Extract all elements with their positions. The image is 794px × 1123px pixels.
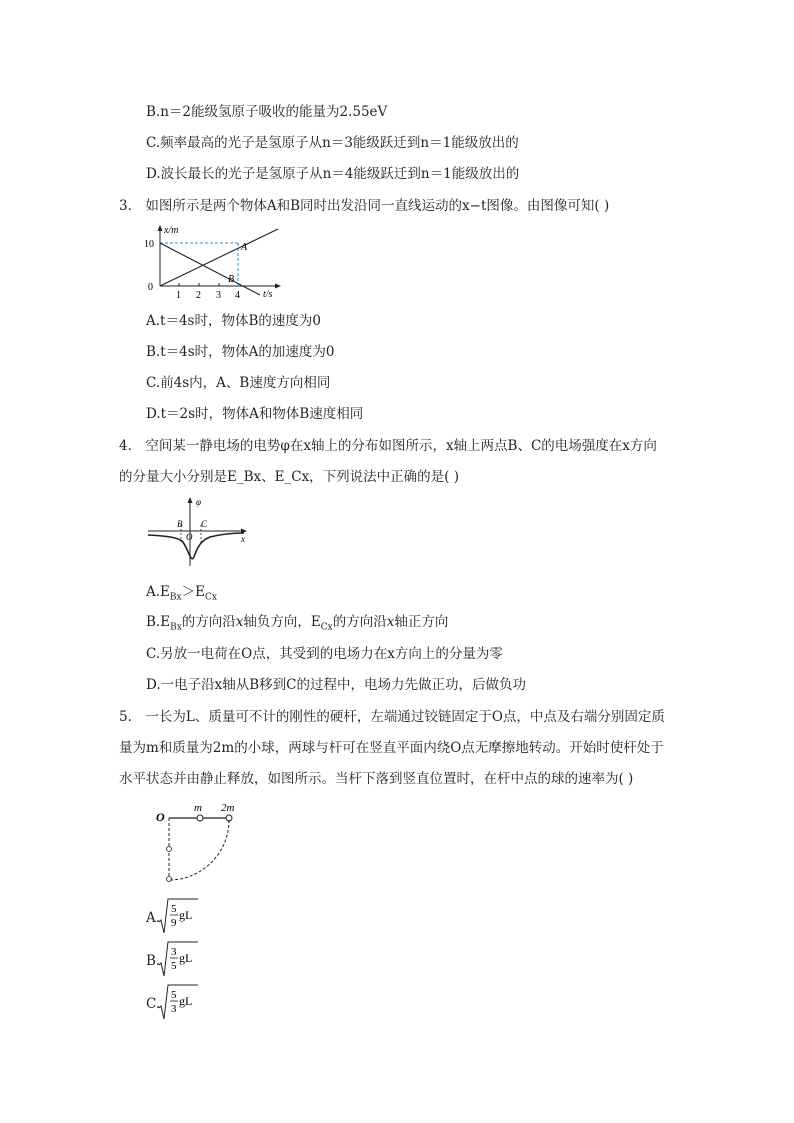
line-a [160,229,278,286]
q4-option-c: C.另放一电荷在O点，其受到的电场力在x方向上的分量为零 [146,646,503,662]
q5-stem-1: 5. 一长为L、质量可不计的刚性的硬杆，左端通过铰链固定于O点，中点及右端分别固定质 [119,709,665,725]
q5-stem-2: 量为m和质量为2m的小球，两球与杆可在竖直平面内绕O点无摩擦地转动。开始时使杆处于 [119,740,664,756]
label-b: B [228,274,235,285]
q3-option-b: B.t＝4s时，物体A的加速度为0 [146,344,335,360]
q3-stem: 3. 如图所示是两个物体A和B同时出发沿同一直线运动的x−t图像。由图像可知( ) [119,198,610,214]
svg-text:gL: gL [179,908,193,922]
q5-stem-3: 水平状态并由静止释放，如图所示。当杆下落到竖直位置时，在杆中点的球的速率为( ) [119,771,634,787]
x-label: x [241,534,245,544]
q2-option-d: D.波长最长的光子是氢原子从n＝4能级跃迁到n＝1能级放出的 [146,166,520,182]
m-label: m [194,802,202,814]
label-a: A [241,242,248,253]
q4-stem-2: 的分量大小分别是E_Bx、E_Cx，下列说法中正确的是( ) [119,469,460,485]
svg-text:5: 5 [171,989,177,1001]
q3-option-d: D.t＝2s时，物体A和物体B速度相同 [146,406,364,422]
q4-stem-1: 4. 空间某一静电场的电势φ在x轴上的分布如图所示，x轴上两点B、C的电场强度在x方向 [119,438,657,454]
q2-option-c: C.频率最高的光子是氢原子从n＝3能级跃迁到n＝1能级放出的 [146,135,519,151]
svg-text:gL: gL [179,994,193,1008]
x-axis-arrow [275,284,281,289]
tick-4: 4 [235,290,240,301]
svg-text:5: 5 [171,903,177,915]
q3-option-c: C.前4s内，A、B速度方向相同 [146,375,331,391]
origin-0: 0 [148,282,153,293]
svg-text:3: 3 [171,946,177,958]
q5-option-c: C. 5 3 gL [146,984,206,1020]
phi-label: φ [196,497,201,507]
svg-text:gL: gL [179,951,193,965]
svg-text:9: 9 [171,917,177,929]
y-axis-arrow [158,225,163,231]
ball-m [197,815,203,821]
arc-path [169,820,229,880]
q5-option-a: A. 5 9 gL [146,898,206,934]
tick-1: 1 [176,290,181,301]
c-label: C [201,519,208,529]
q4-option-b: $B.E_{Bx}$的方向沿x轴负方向，$E_{Cx}$的方向沿x轴正方向 [146,614,449,633]
q4-potential-graph [144,494,254,568]
b-label: B [177,519,183,529]
q2-option-b: B.n＝2能级氢原子吸收的能量为2.55eV [146,104,388,120]
q3-option-a: A.t＝4s时，物体B的速度为0 [146,313,321,329]
q5-rod-figure [152,798,252,890]
tick-3: 3 [216,290,221,301]
q3-xt-graph [140,222,290,304]
o-label: O [156,810,165,824]
y-label: x/m [164,225,179,236]
2m-label: 2m [221,802,235,814]
svg-text:5: 5 [171,960,177,972]
svg-text:3: 3 [171,1003,177,1015]
q5-option-b: B. 3 5 gL [146,941,206,977]
potential-curve [148,533,244,559]
q4-option-a: $A.E_{Bx}>E_{Cx}$ [146,584,217,603]
x-label: t/s [263,289,273,300]
tick-10: 10 [144,239,154,250]
q4-option-d: D.一电子沿x轴从B移到C的过程中，电场力先做正功，后做负功 [146,677,526,693]
o-label: O [186,532,193,542]
tick-2: 2 [196,290,201,301]
